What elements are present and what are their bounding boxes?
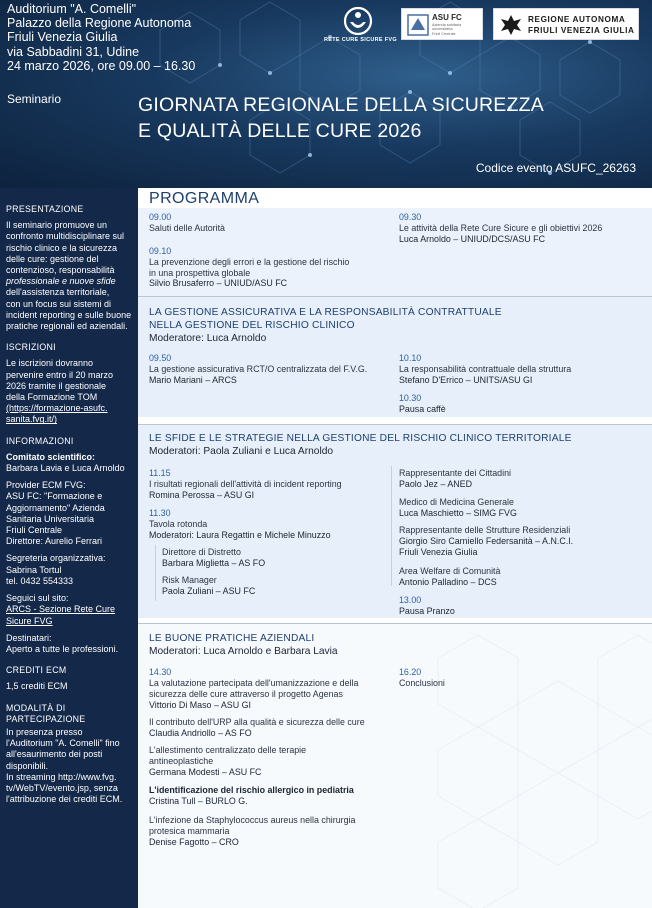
asu-sub-line: universitaria — [432, 27, 453, 32]
venue-line: 24 marzo 2026, ore 09.00 – 16.30 — [7, 58, 196, 73]
agenda-title: La valutazione partecipata dell'umanizzazione e della — [149, 678, 359, 688]
panel-role: Medico di Medicina Generale — [399, 497, 514, 507]
registration-link[interactable]: (https://formazione-asufc. — [6, 403, 108, 414]
text-line: Aperto a tutte le professioni. — [6, 643, 119, 654]
regione-line-2: FRIULI VENEZIA GIULIA — [528, 26, 635, 35]
panel-role: Rappresentante dei Cittadini — [399, 468, 511, 478]
panel-bracket — [391, 466, 392, 586]
heading-line: MODALITÀ DI — [6, 702, 66, 713]
event-type-label: Seminario — [7, 92, 62, 106]
asu-sub-line: Azienda sanitaria — [432, 23, 462, 27]
text-line: ASU FC: "Formazione e — [6, 491, 103, 502]
sidebar — [0, 188, 138, 908]
agenda-title: La responsabilità contrattuale della struttura — [399, 363, 572, 374]
agenda-time: 16.20 — [399, 667, 422, 677]
site-link[interactable]: Sicure FVG — [6, 615, 53, 626]
agenda-title: L'allestimento centralizzato delle terapie — [149, 745, 307, 755]
agenda-speaker: Moderatori: Laura Regattin e Michele Minuzzo — [149, 529, 331, 540]
text-line: Friuli Centrale — [6, 525, 63, 536]
agenda-title: Il contributo dell'URP alla qualità e sicurezza delle cure — [149, 717, 365, 727]
text-line: della Formazione TOM — [6, 392, 98, 403]
text-line: Aggiornamento" Azienda — [6, 502, 105, 513]
agenda-item — [399, 667, 649, 689]
site-link[interactable]: ARCS - Sezione Rete Cure — [6, 604, 116, 615]
regione-fvg-logo — [493, 8, 639, 40]
comitato-names: Barbara Lavia e Luca Arnoldo — [6, 463, 125, 474]
section-heading: ISCRIZIONI — [6, 342, 56, 353]
venue-info — [7, 2, 195, 73]
agenda-time: 13.00 — [399, 595, 422, 605]
text-line: pratiche regionali ed aziendali. — [6, 321, 128, 332]
iscrizioni-block — [6, 342, 134, 425]
agenda-time: 10.10 — [399, 353, 422, 363]
text-line: disponibili. — [6, 760, 49, 771]
agenda-title: Pausa caffè — [399, 403, 446, 414]
text-line: Sanitaria Universitaria — [6, 513, 95, 524]
rete-cure-sicure-logo — [324, 6, 397, 43]
agenda-title: La gestione assicurativa RCT/O centralizzata del F.V.G. — [149, 363, 368, 374]
agenda-speaker: Denise Fagotto – CRO — [149, 836, 239, 847]
section-moderator: Moderatori: Paola Zuliani e Luca Arnoldo — [149, 446, 334, 457]
panel-member — [399, 525, 649, 557]
panel-member — [399, 468, 649, 490]
eagle-emblem-icon — [498, 12, 524, 38]
agenda-item — [149, 246, 389, 289]
agenda-speaker: Vittorio Di Maso – ASU GI — [149, 699, 251, 710]
text-line: Le iscrizioni dovranno — [6, 358, 94, 369]
agenda-title: La prevenzione degli errori e la gestione del rischio — [149, 256, 350, 267]
agenda-speaker: Cristina Tull – BURLO G. — [149, 795, 248, 806]
text-line: 1,5 crediti ECM — [6, 681, 68, 692]
asu-fc-name: ASU FC — [432, 13, 462, 22]
header-banner — [0, 0, 652, 188]
text-line: l'attribuzione dei crediti ECM. — [6, 794, 123, 805]
panel-name: Luca Maschietto – SIMG FVG — [399, 507, 517, 518]
text-line: delle cure: gestione del — [6, 253, 99, 264]
venue-line: Friuli Venezia Giulia — [7, 30, 118, 45]
rete-logo-icon — [343, 6, 373, 36]
text-line: contenzioso, responsabilità — [6, 265, 115, 276]
text-line: all'esaurimento dei posti — [6, 749, 103, 760]
agenda-title: Conclusioni — [399, 677, 445, 688]
section-title-line: LA GESTIONE ASSICURATIVA E LA RESPONSABILITÀ CONTRATTUALE — [149, 307, 502, 318]
agenda-time: 09.50 — [149, 353, 172, 363]
text-line: Direttore: Aurelio Ferrari — [6, 536, 103, 547]
agenda-speaker: Germana Modesti – ASU FC — [149, 766, 262, 777]
panel-name: Friuli Venezia Giulia — [399, 546, 478, 557]
venue-line: Palazzo della Regione Autonoma — [7, 16, 192, 31]
agenda-item — [149, 468, 394, 500]
agenda-time: 14.30 — [149, 667, 172, 677]
agenda-title: Pausa Pranzo — [399, 605, 455, 616]
section-title — [149, 306, 502, 332]
text-line: con un focus sui sistemi di — [6, 298, 112, 309]
informazioni-block — [6, 436, 134, 655]
panel-name: Antonio Palladino – DCS — [399, 576, 497, 587]
agenda-title: protesica mammaria — [149, 825, 230, 836]
agenda-title: L'identificazione del rischio allergico in pediatria — [149, 785, 354, 795]
agenda-speaker: Romina Perossa – ASU GI — [149, 489, 255, 500]
venue-line: via Sabbadini 31, Udine — [7, 44, 140, 59]
panel-member — [399, 497, 649, 519]
agenda-time: 11.15 — [149, 468, 171, 478]
section-title: LE BUONE PRATICHE AZIENDALI — [149, 633, 315, 644]
text-line: In presenza presso — [6, 726, 83, 737]
regione-line-1: REGIONE AUTONOMA — [528, 15, 626, 24]
agenda-title: Saluti delle Autorità — [149, 222, 225, 233]
panel-bracket — [155, 545, 156, 601]
panel-role: Area Welfare di Comunità — [399, 566, 501, 576]
section-title: LE SFIDE E LE STRATEGIE NELLA GESTIONE DEL RISCHIO CLINICO TERRITORIALE — [149, 433, 572, 444]
agenda-item — [149, 212, 389, 234]
section-heading — [6, 703, 134, 725]
panel-role: Direttore di Distretto — [162, 547, 241, 557]
section-moderator: Moderatori: Luca Arnoldo e Barbara Lavia — [149, 646, 338, 657]
event-title-line: E QUALITÀ DELLE CURE 2026 — [138, 120, 422, 142]
agenda-title: Tavola rotonda — [149, 518, 208, 529]
asu-fc-logo-icon — [405, 12, 431, 38]
text-line: Seguici sul sito: — [6, 593, 69, 604]
agenda-title: Le attività della Rete Cure Sicure e gli obiettivi 2026 — [399, 222, 603, 233]
crediti-block — [6, 665, 134, 692]
text-line: Provider ECM FVG: — [6, 480, 86, 491]
agenda-item — [149, 717, 394, 739]
panel-role: Risk Manager — [162, 575, 217, 585]
section-heading: INFORMAZIONI — [6, 435, 74, 446]
agenda-time: 11.30 — [149, 508, 171, 518]
agenda-speaker: Silvio Brusaferro – UNIUD/ASU FC — [149, 278, 288, 289]
panel-member — [162, 547, 382, 569]
agenda-item — [149, 508, 394, 540]
agenda-time: 09.10 — [149, 246, 172, 256]
streaming-link[interactable]: tv/WebTV/evento.jsp, senza — [6, 782, 118, 793]
programma-heading: PROGRAMMA — [149, 190, 260, 207]
text-line: pervenire entro il 20 marzo — [6, 369, 114, 380]
panel-name: Barbara Miglietta – AS FO — [162, 557, 266, 568]
agenda-speaker: Luca Arnoldo – UNIUD/DCS/ASU FC — [399, 233, 545, 244]
text-line: Destinatari: — [6, 632, 52, 643]
panel-member — [399, 566, 649, 588]
agenda-item — [399, 393, 649, 415]
agenda-title: L'infezione da Staphylococcus aureus nella chirurgia — [149, 815, 356, 825]
text-line: tel. 0432 554333 — [6, 575, 74, 586]
panel-member — [162, 575, 382, 597]
agenda-time: 10.30 — [399, 393, 422, 403]
text-line: professionale e nuove sfide — [6, 276, 116, 287]
asu-sub-line: Friuli Centrale — [432, 31, 456, 36]
event-title-line: GIORNATA REGIONALE DELLA SICUREZZA — [138, 94, 544, 116]
agenda-item — [399, 212, 649, 244]
modalita-block — [6, 703, 134, 806]
registration-link[interactable]: sanita.fvg.it/) — [6, 414, 58, 425]
agenda-speaker: Mario Mariani – ARCS — [149, 374, 237, 385]
text-line: Sabrina Tortul — [6, 564, 62, 575]
venue-line: Auditorium "A. Comelli" — [7, 2, 137, 16]
agenda-item — [149, 678, 394, 710]
agenda-item — [399, 595, 649, 617]
agenda-title: antineoplastiche — [149, 755, 214, 766]
text-line: rischio clinico e la sicurezza — [6, 242, 118, 253]
rete-logo-text: RETE CURE SICURE FVG — [324, 37, 397, 43]
agenda-title: sicurezza delle cure attraverso il progetto Agenas — [149, 688, 343, 699]
agenda-title: in una prospettiva globale — [149, 267, 251, 278]
agenda-item — [149, 785, 394, 807]
panel-role: Rappresentante delle Strutture Residenziali — [399, 525, 571, 535]
presentazione-block — [6, 204, 134, 332]
agenda-time: 09.00 — [149, 212, 172, 222]
agenda-title: I risultati regionali dell'attività di incident reporting — [149, 478, 342, 489]
streaming-link[interactable]: In streaming http://www.fvg. — [6, 771, 117, 782]
agenda-item — [399, 353, 649, 385]
section-moderator: Moderatore: Luca Arnoldo — [149, 333, 267, 344]
section-heading: CREDITI ECM — [6, 665, 67, 676]
event-title — [138, 92, 544, 144]
text-line: confronto multidisciplinare sul — [6, 231, 125, 242]
asu-fc-subtitle — [432, 23, 461, 36]
text-line: Il seminario promuove un — [6, 220, 108, 231]
comitato-label: Comitato scientifico: — [6, 451, 96, 462]
programma-panel — [138, 188, 652, 908]
agenda-time-block — [149, 667, 394, 678]
text-line: incident reporting e sulle buone — [6, 309, 132, 320]
section-title-line: NELLA GESTIONE DEL RISCHIO CLINICO — [149, 320, 355, 331]
text-line: Segreteria organizzativa: — [6, 553, 106, 564]
panel-name: Paolo Jez – ANED — [399, 478, 473, 489]
agenda-item — [149, 353, 389, 385]
panel-name: Giorgio Siro Carniello Federsanità – A.N.C.I. — [399, 535, 574, 546]
text-line: l'Auditorium "A. Comelli" fino — [6, 738, 120, 749]
panel-name: Paola Zuliani – ASU FC — [162, 585, 256, 596]
text-line: 2026 tramite il gestionale — [6, 380, 107, 391]
agenda-time: 09.30 — [399, 212, 422, 222]
text-line: dell'assistenza territoriale, — [6, 287, 110, 298]
asu-fc-logo — [401, 8, 483, 40]
agenda-item — [149, 815, 394, 847]
event-code: Codice evento ASUFC_26263 — [475, 161, 636, 175]
agenda-speaker: Stefano D'Errico – UNITS/ASU GI — [399, 374, 533, 385]
agenda-item — [149, 745, 394, 777]
section-heading: PRESENTAZIONE — [6, 204, 84, 214]
heading-line: PARTECIPAZIONE — [6, 713, 86, 724]
agenda-speaker: Claudia Andriollo – AS FO — [149, 727, 252, 738]
